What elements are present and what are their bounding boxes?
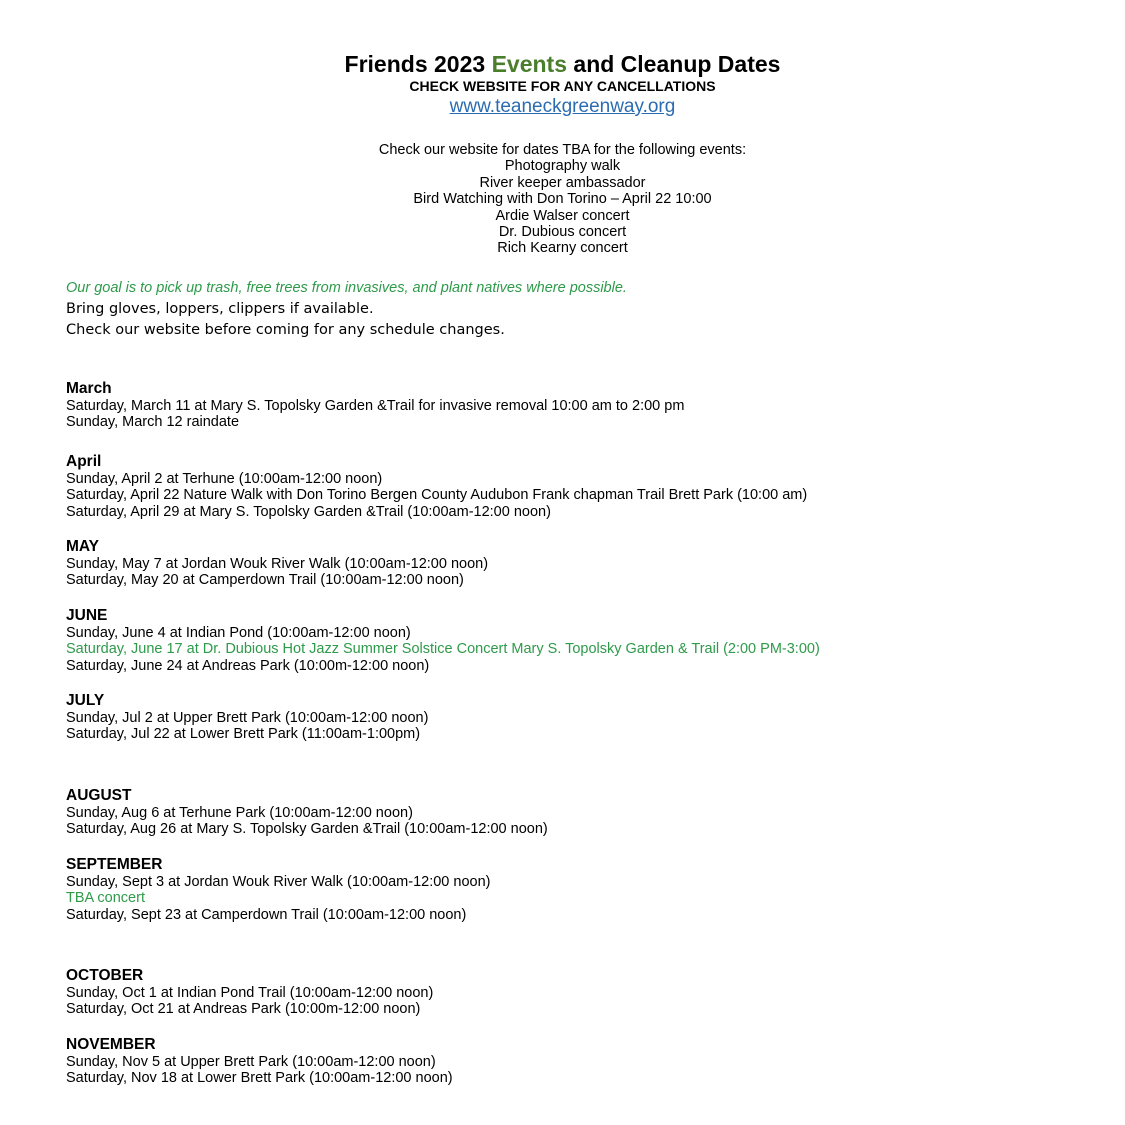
month-section-june — [66, 607, 1116, 674]
event-item: Sunday, June 4 at Indian Pond (10:00am-12:00 noon) — [66, 624, 411, 641]
title-suffix: and Cleanup Dates — [567, 51, 781, 77]
tba-events-list — [0, 142, 1125, 257]
month-section-april — [66, 453, 1116, 520]
schedule-check-line: Check our website before coming for any schedule changes. — [66, 322, 505, 338]
month-heading: JULY — [66, 692, 105, 710]
month-section-may — [66, 538, 1116, 589]
month-section-august — [66, 787, 1116, 838]
event-item: Sunday, Aug 6 at Terhune Park (10:00am-12:00 noon) — [66, 804, 413, 821]
month-heading: OCTOBER — [66, 966, 144, 984]
month-section-september — [66, 856, 1116, 923]
cancellation-notice: CHECK WEBSITE FOR ANY CANCELLATIONS — [409, 78, 716, 94]
month-section-july — [66, 692, 1116, 743]
month-heading: SEPTEMBER — [66, 855, 163, 873]
month-heading: JUNE — [66, 606, 108, 624]
event-item: Saturday, June 17 at Dr. Dubious Hot Jazz Summer Solstice Concert Mary S. Topolsky Garden & Trail (2:00 PM-3:00) — [66, 641, 820, 658]
event-item: Sunday, Jul 2 at Upper Brett Park (10:00am-12:00 noon) — [66, 710, 429, 727]
event-item: Saturday, April 29 at Mary S. Topolsky Garden &Trail (10:00am-12:00 noon) — [66, 503, 551, 520]
event-item: TBA concert — [66, 890, 145, 907]
event-item: Saturday, Oct 21 at Andreas Park (10:00m-12:00 noon) — [66, 1001, 421, 1018]
event-item: Sunday, May 7 at Jordan Wouk River Walk (10:00am-12:00 noon) — [66, 556, 489, 573]
bring-line: Bring gloves, loppers, clippers if available. — [66, 301, 374, 317]
month-heading: April — [66, 452, 102, 470]
event-item: Saturday, Nov 18 at Lower Brett Park (10:00am-12:00 noon) — [66, 1070, 453, 1087]
event-item: Saturday, June 24 at Andreas Park (10:00m-12:00 noon) — [66, 657, 430, 674]
event-item: Saturday, Jul 22 at Lower Brett Park (11:00am-1:00pm) — [66, 726, 421, 743]
month-section-november — [66, 1036, 1116, 1087]
event-item: Sunday, March 12 raindate — [66, 414, 240, 431]
goal-statement: Our goal is to pick up trash, free trees from invasives, and plant natives where possible. — [66, 280, 627, 296]
tba-event-item: River keeper ambassador — [479, 174, 646, 191]
header — [0, 50, 1125, 119]
event-item: Sunday, Nov 5 at Upper Brett Park (10:00am-12:00 noon) — [66, 1053, 436, 1070]
event-item: Sunday, Sept 3 at Jordan Wouk River Walk (10:00am-12:00 noon) — [66, 873, 491, 890]
event-item: Sunday, Oct 1 at Indian Pond Trail (10:00am-12:00 noon) — [66, 984, 434, 1001]
title-events-word: Events — [491, 51, 568, 77]
bring-instructions — [66, 299, 505, 341]
tba-event-item: Rich Kearny concert — [497, 240, 628, 257]
tba-event-item: Photography walk — [504, 158, 621, 175]
month-heading: MAY — [66, 538, 100, 556]
event-item: Saturday, April 22 Nature Walk with Don Torino Bergen County Audubon Frank chapman Trail Brett Park (10:00 am) — [66, 487, 808, 504]
month-section-october — [66, 967, 1116, 1018]
tba-event-item: Dr. Dubious concert — [498, 224, 627, 241]
website-link[interactable]: www.teaneckgreenway.org — [449, 96, 676, 117]
event-item: Saturday, May 20 at Camperdown Trail (10:00am-12:00 noon) — [66, 572, 464, 589]
month-heading: AUGUST — [66, 786, 132, 804]
month-section-march — [66, 380, 1116, 431]
tba-event-item: Bird Watching with Don Torino – April 22 10:00 — [413, 191, 712, 208]
title-prefix: Friends 2023 — [344, 51, 492, 77]
event-item: Saturday, March 11 at Mary S. Topolsky Garden &Trail for invasive removal 10:00 am to 2:00 pm — [66, 398, 685, 414]
page-title — [0, 50, 1125, 78]
tba-event-item: Ardie Walser concert — [495, 207, 630, 224]
tba-intro: Check our website for dates TBA for the following events: — [378, 142, 747, 158]
monthly-schedule — [66, 362, 1116, 1087]
month-heading: March — [66, 380, 112, 397]
event-item: Sunday, April 2 at Terhune (10:00am-12:00 noon) — [66, 470, 383, 487]
event-item: Saturday, Sept 23 at Camperdown Trail (10:00am-12:00 noon) — [66, 906, 467, 923]
event-item: Saturday, Aug 26 at Mary S. Topolsky Garden &Trail (10:00am-12:00 noon) — [66, 821, 548, 838]
month-heading: NOVEMBER — [66, 1035, 156, 1053]
